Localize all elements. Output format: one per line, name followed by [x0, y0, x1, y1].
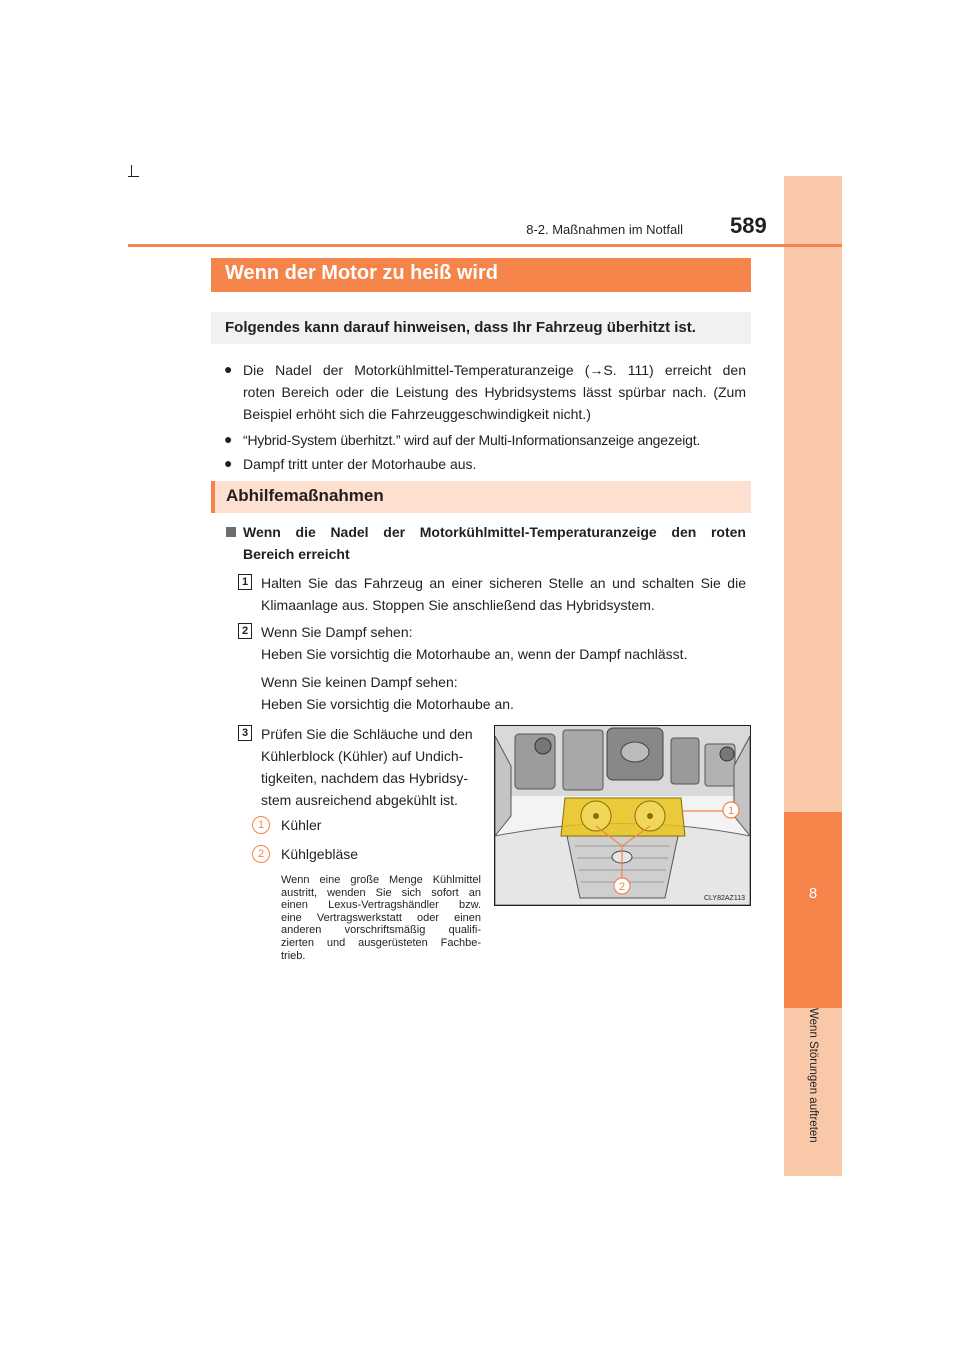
bullet-line: roten Bereich oder die Leistung des Hybridsystems lässt spürbar nach. (Zum [243, 384, 746, 400]
note-line: anderen vorschriftsmäßig qualifi- [281, 924, 481, 937]
figure-code: CLY82AZ113 [704, 895, 745, 902]
legend-label: Kühler [281, 817, 322, 833]
step-line: Klimaanlage aus. Stoppen Sie anschließend das Hybridsystem. [261, 597, 655, 613]
bullet-line: “Hybrid-System überhitzt.” wird auf der Multi-Informationsanzeige angezeigt. [243, 432, 701, 448]
step-line: stem ausreichend abgekühlt ist. [261, 792, 458, 808]
step-line: Kühlerblock (Kühler) auf Undich- [261, 748, 464, 764]
step-line: Wenn Sie keinen Dampf sehen: [261, 674, 458, 690]
chapter-title: Wenn Störungen auftreten [807, 1008, 819, 1143]
engine-bay-illustration [495, 726, 750, 905]
condition-line: Bereich erreicht [243, 546, 350, 562]
step-line: Heben Sie vorsichtig die Motorhaube an. [261, 696, 514, 712]
bullet-line: Die Nadel der Motorkühlmittel-Temperaturanzeige (→S. 111) erreicht den [243, 362, 746, 378]
step-line: Heben Sie vorsichtig die Motorhaube an, wenn der Dampf nachlässt. [261, 646, 688, 662]
legend-number: 2 [252, 845, 270, 863]
note-line: zierten und ausgerüsteten Fachbe- [281, 937, 481, 949]
bullet-line: Dampf tritt unter der Motorhaube aus. [243, 456, 477, 472]
bullet-icon: ● [224, 431, 233, 447]
figure-callout-2: 2 [618, 881, 626, 893]
step-number: 1 [238, 574, 252, 590]
step-number: 2 [238, 623, 252, 639]
sub-heading [211, 312, 751, 344]
section-title: 8-2. Maßnahmen im Notfall [526, 222, 683, 237]
bullet-line: Beispiel erhöht sich die Fahrzeuggeschwindigkeit nicht.) [243, 406, 591, 422]
sub-heading-text: Folgendes kann darauf hinweisen, dass Ihr Fahrzeug überhitzt ist. [225, 319, 696, 336]
page-number: 589 [730, 213, 767, 238]
step-number: 3 [238, 725, 252, 741]
main-heading-text: Wenn der Motor zu heiß wird [225, 262, 498, 284]
chapter-number: 8 [808, 885, 818, 902]
figure-callout-1: 1 [727, 805, 735, 817]
bullet-icon: ● [224, 361, 233, 377]
note-line: Wenn eine große Menge Kühlmittel [281, 874, 481, 886]
section-heading [211, 481, 751, 513]
bullet-icon: ● [224, 455, 233, 471]
main-heading [211, 258, 751, 292]
step-line: Wenn Sie Dampf sehen: [261, 624, 413, 640]
step-line: Prüfen Sie die Schläuche und den [261, 726, 473, 742]
section-heading-text: Abhilfemaßnahmen [226, 486, 384, 505]
crop-mark [128, 176, 139, 177]
condition-square-icon [226, 527, 236, 537]
engine-bay-figure [494, 725, 751, 906]
legend-number: 1 [252, 816, 270, 834]
note-line: eine Vertragswerkstatt oder einen [281, 911, 481, 924]
note-line: einen Lexus-Vertragshändler bzw. [281, 899, 481, 912]
condition-line: Wenn die Nadel der Motorkühlmittel-Temperaturanzeige den roten [243, 524, 746, 540]
step-line: Halten Sie das Fahrzeug an einer sicheren Stelle an und schalten Sie die [261, 575, 746, 591]
legend-label: Kühlgebläse [281, 846, 359, 862]
header-rule [128, 244, 842, 247]
crop-mark [131, 165, 132, 176]
note-line: trieb. [281, 949, 306, 962]
chapter-number-box [784, 812, 842, 1008]
note-line: austritt, wenden Sie sich sofort an [281, 886, 481, 899]
step-line: tigkeiten, nachdem das Hybridsy- [261, 770, 468, 786]
